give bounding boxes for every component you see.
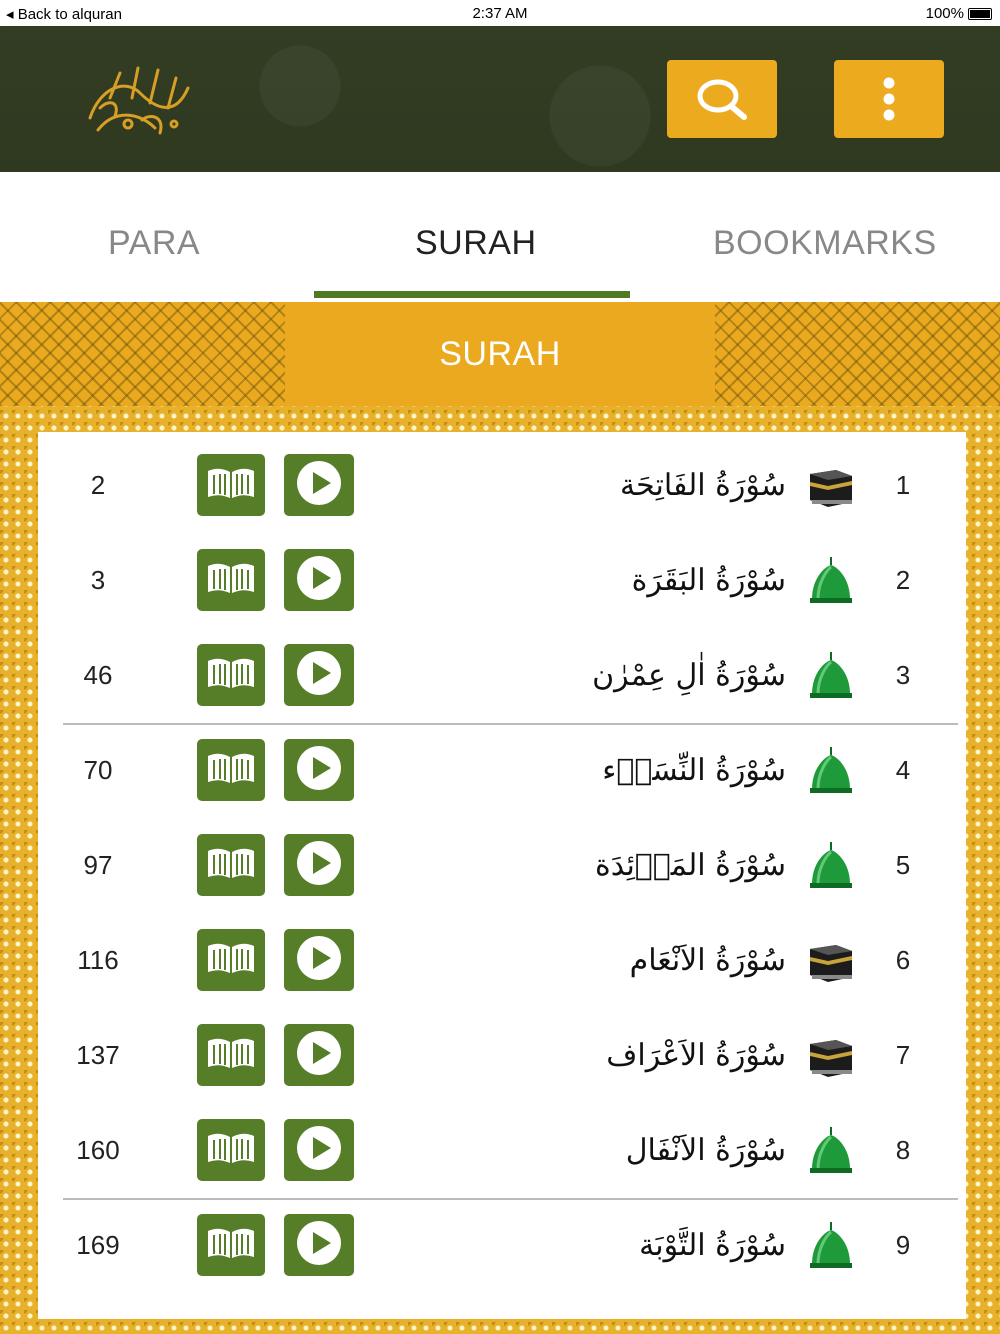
app-header [0, 26, 1000, 172]
list-divider [63, 1198, 958, 1200]
tab-para[interactable]: PARA [108, 224, 201, 262]
play-button[interactable] [284, 644, 354, 706]
play-icon [294, 458, 344, 513]
surah-banner [0, 302, 1000, 406]
surah-row[interactable] [38, 450, 966, 545]
page-number: 97 [83, 850, 113, 880]
active-tab-indicator [314, 291, 630, 298]
green-dome-icon [806, 840, 856, 890]
surah-name: سُوْرَةُ المَاۤئِدَة [594, 848, 786, 883]
green-dome-icon [806, 745, 856, 795]
play-button[interactable] [284, 454, 354, 516]
book-icon [205, 653, 257, 698]
play-button[interactable] [284, 1214, 354, 1276]
back-to-app-link[interactable]: ◂ Back to alquran [6, 6, 122, 23]
book-icon [205, 748, 257, 793]
play-icon [294, 648, 344, 703]
page-number: 160 [76, 1135, 120, 1165]
read-button[interactable] [197, 929, 265, 991]
surah-number: 2 [895, 565, 911, 595]
surah-number: 9 [895, 1230, 911, 1260]
quran-calligraphy-logo [80, 58, 198, 148]
book-icon [205, 843, 257, 888]
green-dome-icon [806, 1125, 856, 1175]
surah-number: 7 [895, 1040, 911, 1070]
battery-indicator [926, 5, 992, 22]
play-icon [294, 933, 344, 988]
search-icon [694, 77, 750, 121]
page-number: 3 [90, 565, 106, 595]
play-button[interactable] [284, 834, 354, 896]
page-number: 70 [83, 755, 113, 785]
surah-row[interactable] [38, 545, 966, 640]
page-number: 169 [76, 1230, 120, 1260]
read-button[interactable] [197, 549, 265, 611]
read-button[interactable] [197, 834, 265, 896]
more-options-button[interactable] [834, 60, 944, 138]
surah-name: سُوْرَةُ الاَعْرَاف [606, 1038, 786, 1073]
battery-icon [968, 8, 992, 20]
surah-row[interactable] [38, 925, 966, 1020]
play-icon [294, 1218, 344, 1273]
surah-row[interactable] [38, 1210, 966, 1305]
surah-name: سُوْرَةُ البَقَرَة [631, 563, 786, 598]
surah-row[interactable] [38, 1020, 966, 1115]
surah-number: 4 [895, 755, 911, 785]
surah-row[interactable] [38, 735, 966, 830]
book-icon [205, 1033, 257, 1078]
kaaba-icon [806, 460, 856, 510]
read-button[interactable] [197, 1214, 265, 1276]
surah-row[interactable] [38, 640, 966, 735]
status-time: 2:37 AM [472, 5, 528, 22]
kaaba-icon [806, 935, 856, 985]
ornate-frame [0, 302, 1000, 1334]
banner-title: SURAH [439, 334, 561, 373]
more-vertical-icon [881, 76, 897, 122]
play-button[interactable] [284, 1024, 354, 1086]
surah-name: سُوْرَةُ اٰلِ عِمْرٰن [592, 658, 786, 693]
kaaba-icon [806, 1030, 856, 1080]
play-icon [294, 553, 344, 608]
surah-number: 3 [895, 660, 911, 690]
surah-number: 1 [895, 470, 911, 500]
surah-list [38, 432, 966, 1319]
book-icon [205, 1223, 257, 1268]
surah-name: سُوْرَةُ الاَنْعَام [629, 943, 786, 978]
play-button[interactable] [284, 549, 354, 611]
play-icon [294, 1123, 344, 1178]
tab-bar [0, 172, 1000, 302]
play-icon [294, 838, 344, 893]
read-button[interactable] [197, 1119, 265, 1181]
read-button[interactable] [197, 739, 265, 801]
tab-bookmarks[interactable]: BOOKMARKS [713, 224, 937, 262]
read-button[interactable] [197, 454, 265, 516]
battery-percent: 100% [925, 5, 964, 22]
play-icon [294, 743, 344, 798]
page-number: 116 [77, 945, 119, 975]
play-button[interactable] [284, 739, 354, 801]
status-bar [0, 0, 1000, 26]
surah-name: سُوْرَةُ الاَنْفَال [625, 1133, 786, 1168]
read-button[interactable] [197, 644, 265, 706]
book-icon [205, 938, 257, 983]
surah-number: 6 [895, 945, 911, 975]
list-divider [63, 723, 958, 725]
tab-surah[interactable]: SURAH [415, 224, 537, 262]
surah-name: سُوْرَةُ الفَاتِحَة [620, 468, 786, 503]
page-number: 137 [76, 1040, 120, 1070]
surah-number: 5 [895, 850, 911, 880]
book-icon [205, 463, 257, 508]
surah-number: 8 [895, 1135, 911, 1165]
green-dome-icon [806, 1220, 856, 1270]
page-number: 2 [90, 470, 106, 500]
green-dome-icon [806, 555, 856, 605]
read-button[interactable] [197, 1024, 265, 1086]
banner-center [285, 302, 715, 406]
book-icon [205, 1128, 257, 1173]
play-icon [294, 1028, 344, 1083]
play-button[interactable] [284, 1119, 354, 1181]
green-dome-icon [806, 650, 856, 700]
surah-row[interactable] [38, 830, 966, 925]
book-icon [205, 558, 257, 603]
page-number: 46 [83, 660, 113, 690]
surah-name: سُوْرَةُ النِّسَاۤء [602, 753, 786, 788]
play-button[interactable] [284, 929, 354, 991]
surah-name: سُوْرَةُ التَّوْبَة [639, 1228, 786, 1263]
surah-row[interactable] [38, 1115, 966, 1210]
search-button[interactable] [667, 60, 777, 138]
